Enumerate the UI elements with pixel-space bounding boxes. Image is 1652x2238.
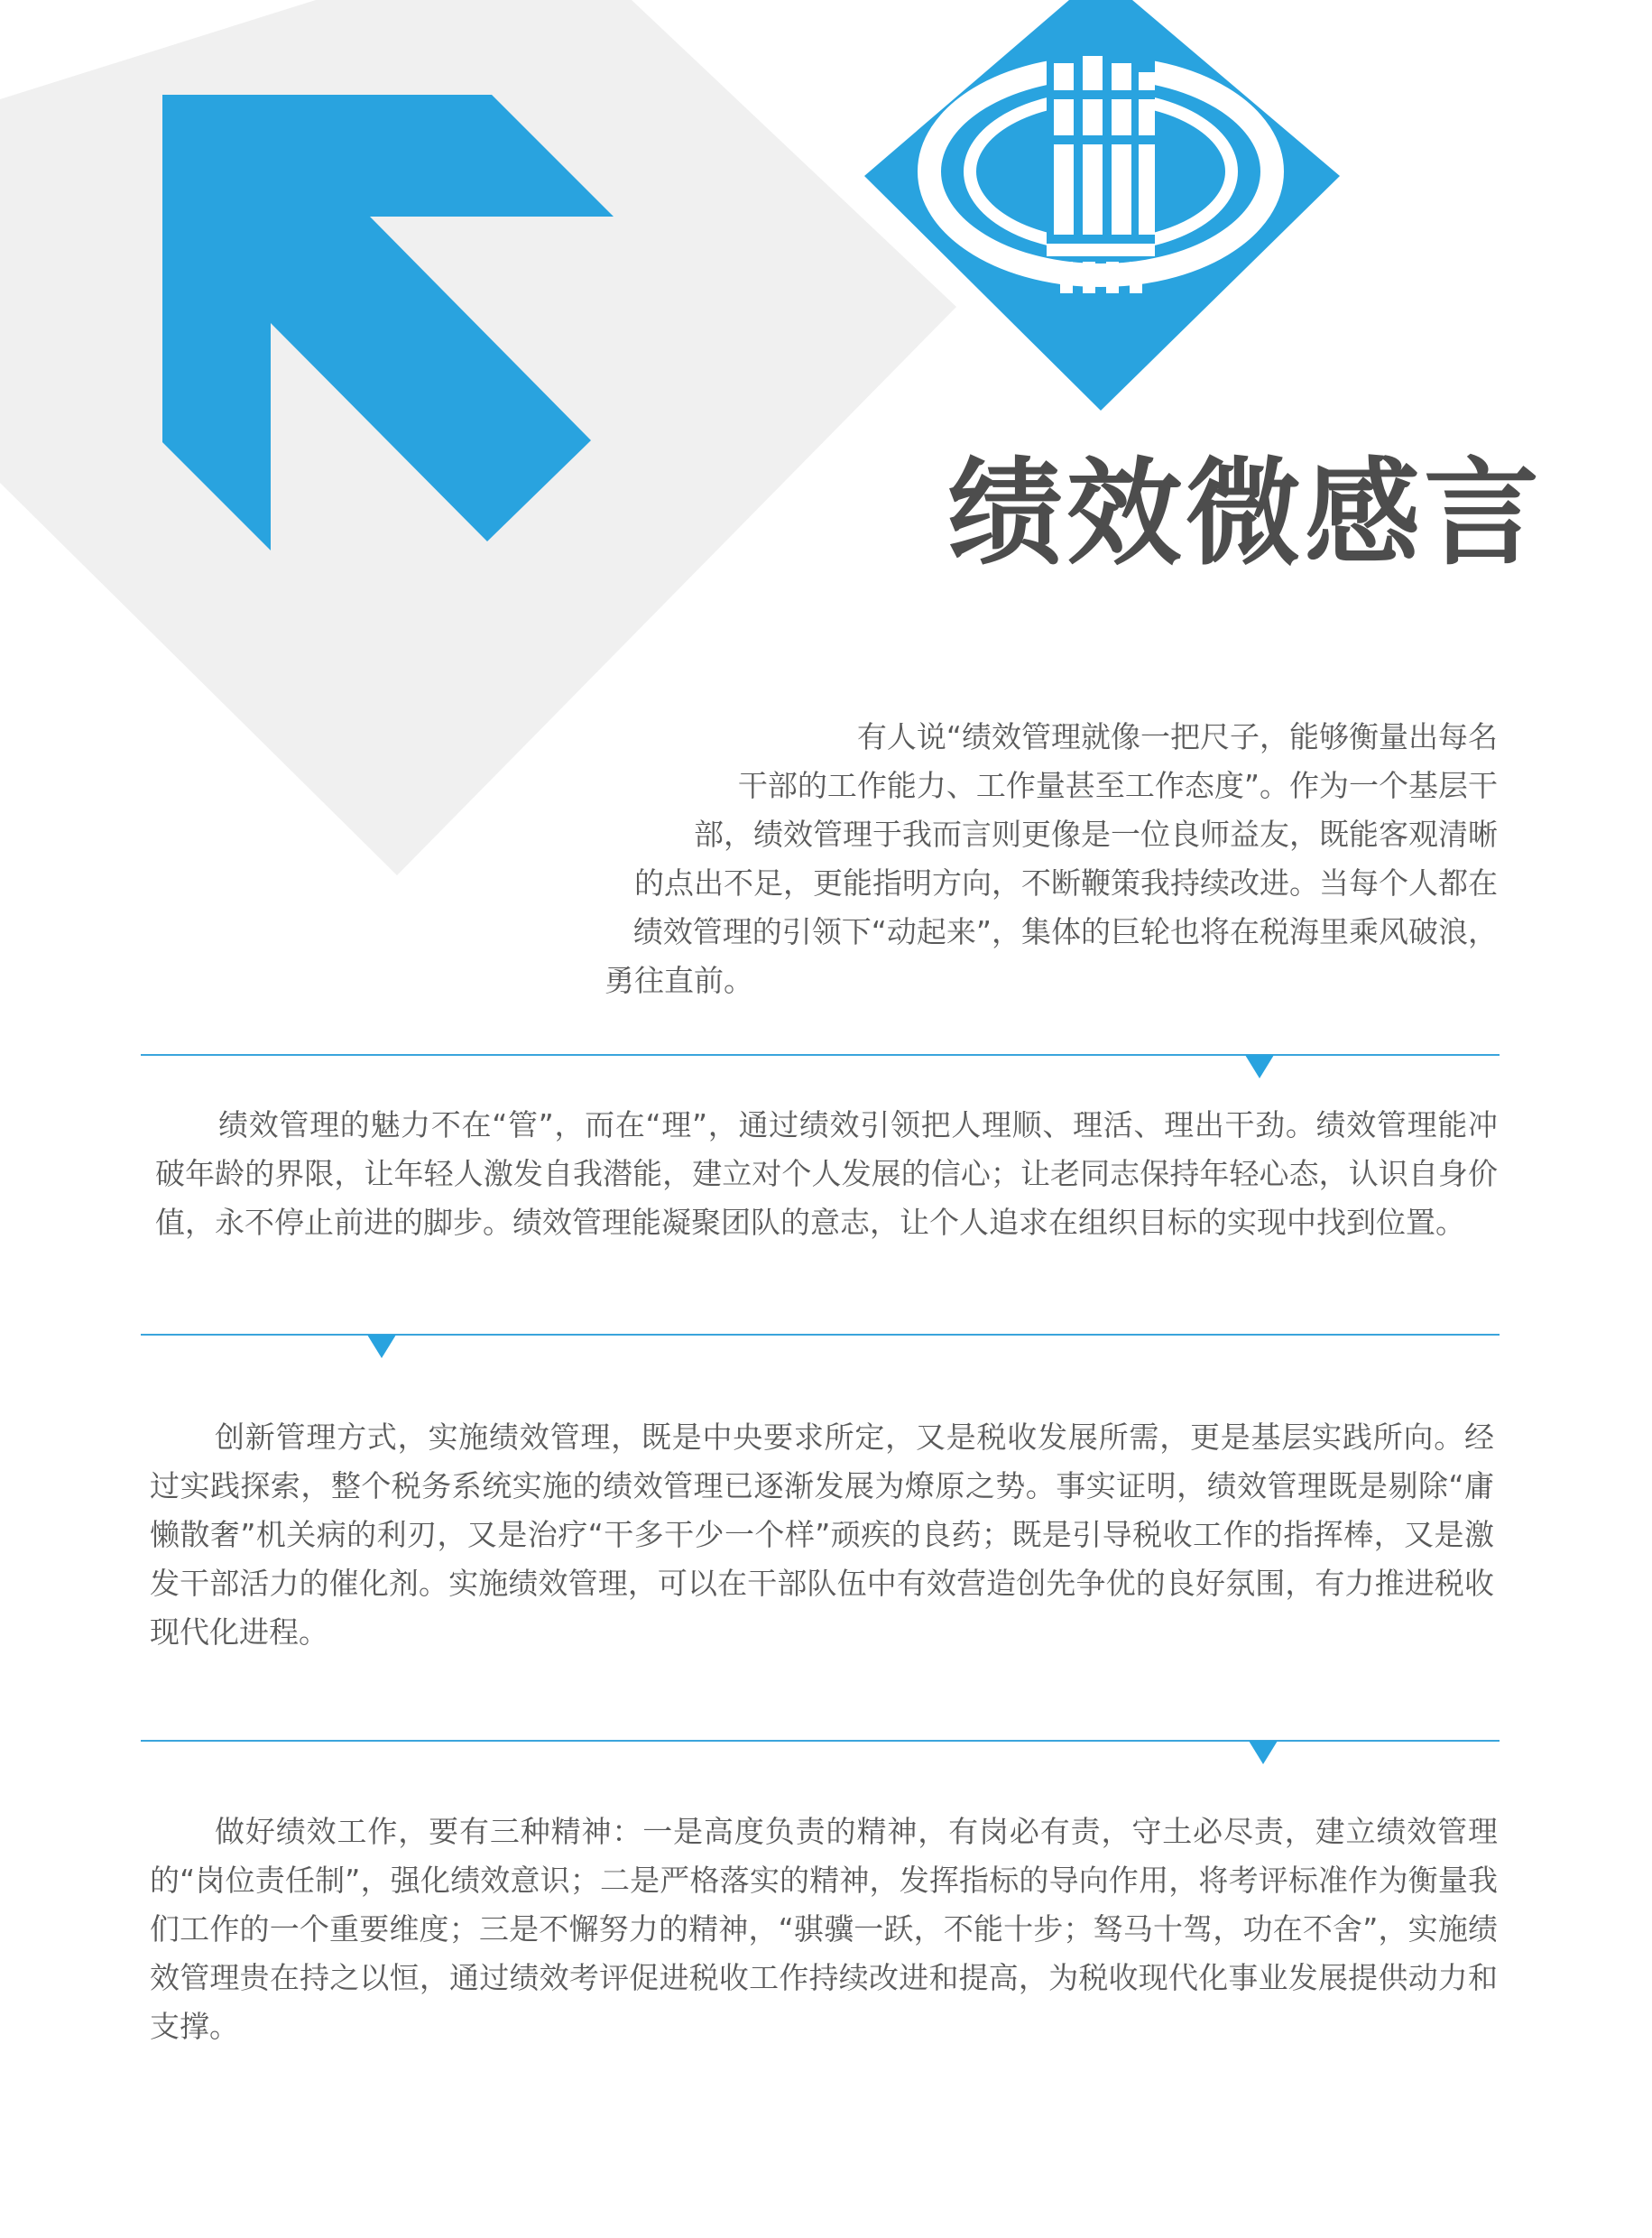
divider-3 (141, 1740, 1500, 1742)
paragraph-2: 创新管理方式，实施绩效管理，既是中央要求所定，又是税收发展所需，更是基层实践所向。经过实践探索，整个税务系统实施的绩效管理已逐渐发展为燎原之势。事实证明，绩效管理既是剔除“庸懒散奢”机关病的利刃，又是治疗“干多干少一个样”顽疾的良药；既是引导税收工作的指挥棒，又是激发干部活力的催化剂。实施绩效管理，可以在干部队伍中有效营造创先争优的良好氛围，有力推进税收现代化进程。 (150, 1420, 1494, 1650)
divider-1 (141, 1054, 1500, 1056)
intro-line: 绩效管理的引领下“动起来”，集体的巨轮也将在税海里乘风破浪， (632, 914, 1498, 949)
divider-3-pointer (1249, 1741, 1278, 1764)
divider-1-pointer (1245, 1055, 1274, 1078)
paragraph-3: 做好绩效工作，要有三种精神：一是高度负责的精神，有岗必有责，守土必尽责，建立绩效管理的“岗位责任制”，强化绩效意识；二是严格落实的精神，发挥指标的导向作用，将考评标准作为衡量我们工作的一个重要维度；三是不懈努力的精神，“骐骥一跃，不能十步；驽马十驾，功在不舍”，实施绩效管理贵在持之以恒，通过绩效考评促进税收工作持续改进和提高，为税收现代化事业发展提供动力和支撑。 (150, 1814, 1498, 2044)
intro-line: 的点出不足，更能指明方向，不断鞭策我持续改进。当每个人都在 (634, 865, 1498, 901)
intro-line: 部，绩效管理于我而言则更像是一位良师益友，既能客观清晰 (694, 817, 1498, 852)
intro-paragraph (605, 713, 1498, 1005)
divider-2 (141, 1334, 1500, 1336)
page-title: 绩效微感言 (947, 447, 1544, 581)
tax-emblem-icon (864, 0, 1340, 411)
intro-line: 勇往直前。 (605, 963, 753, 998)
intro-line: 干部的工作能力、工作量甚至工作态度”。作为一个基层干 (737, 768, 1498, 803)
paragraph-1: 绩效管理的魅力不在“管”，而在“理”，通过绩效引领把人理顺、理活、理出干劲。绩效管理能冲破年龄的界限，让年轻人激发自我潜能，建立对个人发展的信心；让老同志保持年轻心态，认识自身价值，永不停止前进的脚步。绩效管理能凝聚团队的意志，让个人追求在组织目标的实现中找到位置。 (155, 1107, 1498, 1240)
divider-2-pointer (367, 1335, 396, 1358)
intro-line: 有人说“绩效管理就像一把尺子，能够衡量出每名 (856, 719, 1498, 754)
